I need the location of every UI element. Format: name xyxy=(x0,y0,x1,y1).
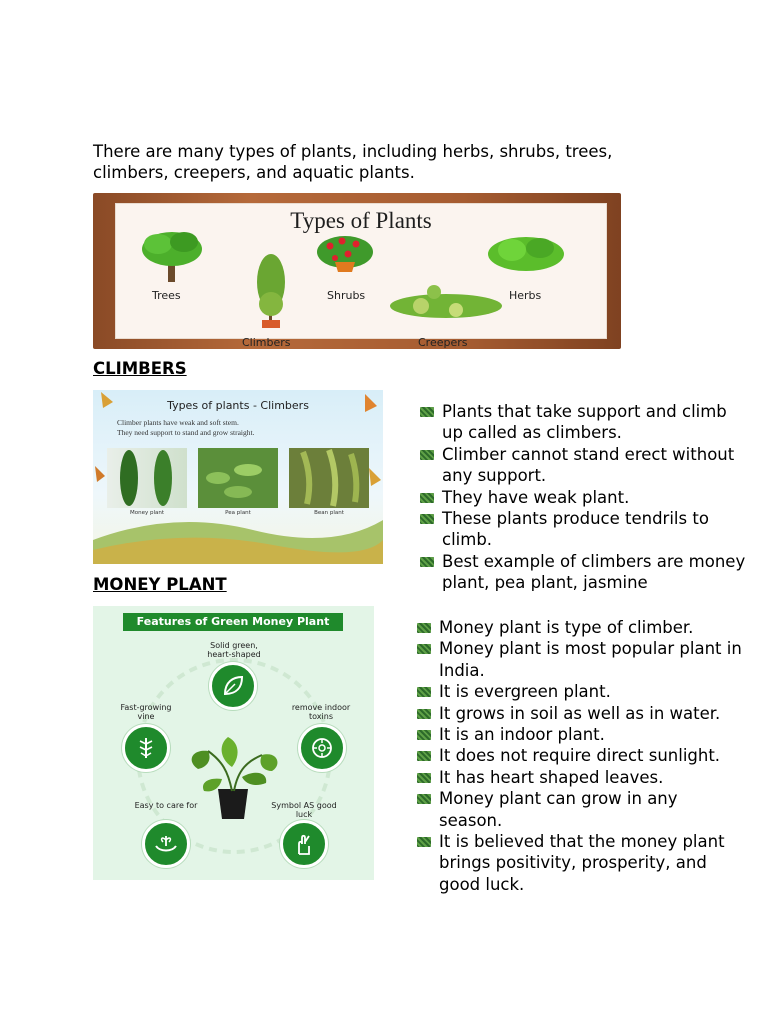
bullet-icon xyxy=(420,557,434,567)
bullet-icon xyxy=(417,644,431,654)
money-plant-bullet-list xyxy=(415,617,745,895)
list-item: Climber cannot stand erect without any support. xyxy=(418,444,748,487)
intro-paragraph: There are many types of plants, including herbs, shrubs, trees, climbers, creepers, and aquatic plants. xyxy=(93,142,613,182)
bullet-icon xyxy=(417,709,431,719)
feature-fast-growing: Fast-growing vine xyxy=(120,703,172,721)
bullet-icon xyxy=(420,450,434,460)
leaf-icon xyxy=(209,662,257,710)
list-item: It has heart shaped leaves. xyxy=(415,767,745,788)
label-shrubs: Shrubs xyxy=(327,289,366,302)
bullet-icon xyxy=(417,837,431,847)
list-item: Best example of climbers are money plant, pea plant, jasmine xyxy=(418,551,748,591)
climbers-image-line-2: They need support to stand and grow straight. xyxy=(117,428,255,437)
label-trees: Trees xyxy=(152,289,181,302)
list-item: Money plant is type of climber. xyxy=(415,617,745,638)
list-item: These plants produce tendrils to climb. xyxy=(418,508,748,551)
bullet-icon xyxy=(420,493,434,503)
list-item: Plants that take support and climb up called as climbers. xyxy=(418,401,748,444)
vine-icon xyxy=(122,724,170,772)
climbers-image-text xyxy=(117,418,357,438)
label-creepers: Creepers xyxy=(418,336,468,349)
bullet-icon xyxy=(417,687,431,697)
feature-easy-care: Easy to care for xyxy=(134,801,198,810)
plant-illustrations xyxy=(116,204,606,338)
pea-plant-photo xyxy=(198,448,278,508)
climbers-image-line-1: Climber plants have weak and soft stem. xyxy=(117,418,239,427)
list-item: It does not require direct sunlight. xyxy=(415,745,745,766)
bullet-icon xyxy=(417,794,431,804)
bullet-icon xyxy=(420,407,434,417)
climbers-image xyxy=(93,390,383,564)
list-item: Money plant is most popular plant in India. xyxy=(415,638,745,681)
bullet-icon xyxy=(420,514,434,524)
climbers-heading: CLIMBERS xyxy=(93,359,187,378)
money-plant-heading: MONEY PLANT xyxy=(93,575,227,594)
money-plant-features-image xyxy=(93,606,374,880)
types-of-plants-image xyxy=(93,193,621,349)
feature-remove-toxins: remove indoor toxins xyxy=(291,703,351,721)
bullet-icon xyxy=(417,730,431,740)
label-climbers: Climbers xyxy=(242,336,291,349)
money-image-banner: Features of Green Money Plant xyxy=(123,613,343,631)
caption-money-plant: Money plant xyxy=(129,510,164,516)
feature-good-luck: Symbol AS good luck xyxy=(271,801,337,819)
money-plant-photo xyxy=(107,448,187,508)
list-item: It is evergreen plant. xyxy=(415,681,745,702)
list-item: Money plant can grow in any season. xyxy=(415,788,745,831)
list-item: They have weak plant. xyxy=(418,487,748,508)
caption-pea-plant: Pea plant xyxy=(225,510,251,516)
types-image-title: Types of Plants xyxy=(290,208,432,233)
bean-plant-photo xyxy=(289,448,369,508)
caption-bean-plant: Bean plant xyxy=(314,510,344,516)
feature-solid-green: Solid green, heart-shaped xyxy=(207,641,261,659)
climbers-image-title: Types of plants - Climbers xyxy=(167,399,309,412)
list-item: It is believed that the money plant brings positivity, prosperity, and good luck. xyxy=(415,831,745,895)
money-plant-pot-icon xyxy=(178,721,288,831)
bullet-icon xyxy=(417,623,431,633)
list-item: It is an indoor plant. xyxy=(415,724,745,745)
list-item: It grows in soil as well as in water. xyxy=(415,703,745,724)
air-purify-icon xyxy=(298,724,346,772)
bullet-icon xyxy=(417,773,431,783)
climbers-bullet-list xyxy=(418,401,748,591)
bullet-icon xyxy=(417,751,431,761)
label-herbs: Herbs xyxy=(509,289,542,302)
